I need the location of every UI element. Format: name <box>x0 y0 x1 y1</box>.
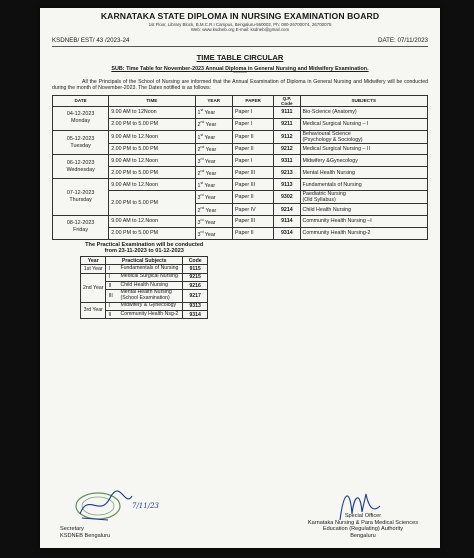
practical-subject <box>106 310 182 318</box>
exam-year: 3rd Year <box>195 227 233 239</box>
header-date: DATE <box>53 95 109 106</box>
exam-year: 1st Year <box>195 179 233 191</box>
header-year: YEAR <box>195 95 233 106</box>
table-row <box>53 143 428 155</box>
table-row <box>53 216 428 228</box>
practical-year: 1st Year <box>81 265 106 273</box>
exam-time: 2.00 PM to 5.00 PM <box>109 227 195 239</box>
practical-year: 2nd Year <box>81 273 106 302</box>
header-time: TIME <box>109 95 195 106</box>
timetable-header-row <box>53 95 428 106</box>
table-row <box>53 191 428 204</box>
table-row <box>53 130 428 143</box>
year-suffix: nd <box>200 168 205 173</box>
practical-number: I <box>108 274 110 281</box>
timetable <box>52 95 428 240</box>
special-officer-signature-block <box>308 513 418 540</box>
exam-date <box>53 155 109 179</box>
secretary-signature-stamp <box>70 488 165 524</box>
year-number: 2 <box>197 207 201 214</box>
exam-subject: Medical Surgical Nursing – II <box>300 143 428 155</box>
practical-header-subjects: Practical Subjects <box>106 256 182 264</box>
secretary-office: KSDNEB Bengaluru <box>60 533 111 540</box>
practical-number: I <box>108 303 110 310</box>
exam-paper: Paper II <box>233 227 274 239</box>
year-number: 3 <box>197 231 201 238</box>
exam-time: 2.00 PM to 5.00 PM <box>109 167 195 179</box>
year-number: 1 <box>197 134 201 141</box>
year-number: 3 <box>197 195 201 202</box>
year-suffix: st <box>200 108 204 113</box>
practical-code: 9216 <box>182 282 207 290</box>
practical-code: 9215 <box>182 273 207 281</box>
exam-subject: Midwifery &Gynecology <box>300 155 428 167</box>
officer-org-line2: Education (Regulating) Authority <box>322 526 404 533</box>
year-number: 1 <box>197 182 201 189</box>
exam-paper: Paper I <box>233 106 274 118</box>
exam-subject: Mental Health Nursing <box>300 167 428 179</box>
letterhead <box>52 12 428 32</box>
exam-date <box>53 216 109 240</box>
practical-subject-text: Community Health Nsg-2 <box>120 310 179 317</box>
header-qp-code: Q.P. Code <box>274 95 300 106</box>
secretary-signature-block <box>60 526 110 540</box>
qp-code: 9114 <box>274 216 300 228</box>
exam-paper: Paper I <box>233 118 274 130</box>
practical-subject-text: Medical Surgical Nursing <box>120 273 178 280</box>
exam-time: 9.00 AM to 12.Noon <box>109 155 195 167</box>
qp-code: 9213 <box>274 167 300 179</box>
circular-body: All the Principals of the School of Nursing are informed that the Annual Examination of Diploma in General Nursing and Midwifery will be conducted during the month of November-2023. The Dates notified is as follows: <box>52 79 428 92</box>
year-suffix: st <box>200 132 204 137</box>
practical-exam-table <box>80 240 208 320</box>
exam-paper: Paper III <box>233 216 274 228</box>
exam-date-text: 04-12-2023 Monday <box>66 111 95 125</box>
board-address: 1st Floor, Library Block, B.M.C.R.I Campus, Bengaluru-560002, Ph: 080-26700074, 26700075 <box>148 21 332 27</box>
year-suffix: nd <box>200 145 205 150</box>
reference-number: KSDNEB/ EST/ 43 /2023-24 <box>52 37 130 44</box>
practical-subject-text: Midwifery & Gynecology <box>120 302 177 309</box>
year-suffix: st <box>200 180 204 185</box>
practical-subject-text: Mental Health Nursing (School Examination) <box>120 289 172 301</box>
year-suffix: rd <box>200 193 204 198</box>
separator-stars: ******* <box>233 71 247 77</box>
exam-subject: Bio-Science (Anatomy) <box>300 106 428 118</box>
exam-subject: Community Health Nursing –I <box>300 216 428 228</box>
qp-code: 9302 <box>274 191 300 204</box>
exam-time: 9.00 AM to 12Noon <box>109 106 195 118</box>
exam-subject: Community Health Nursing-2 <box>300 227 428 239</box>
exam-paper: Paper III <box>233 167 274 179</box>
board-name: KARNATAKA STATE DIPLOMA IN NURSING EXAMINATION BOARD <box>100 11 380 21</box>
exam-date-text: 07-12-2023 Thursday <box>66 190 95 204</box>
year-number: 1 <box>197 110 201 117</box>
exam-subject: Behavioural Science (Psychology & Sociology) <box>300 130 428 143</box>
exam-time: 2.00 PM to 5.00 PM <box>109 143 195 155</box>
exam-year: 3rd Year <box>195 191 233 204</box>
exam-paper: Paper II <box>233 191 274 204</box>
year-number: 2 <box>197 122 201 129</box>
exam-year: 2nd Year <box>195 204 233 216</box>
practical-number: I <box>108 266 110 272</box>
practical-header-code: Code <box>182 256 207 264</box>
practical-subject <box>106 265 182 273</box>
exam-date <box>53 179 109 216</box>
qp-code: 9111 <box>274 106 300 118</box>
exam-date-text: 08-12-2023 Friday <box>66 220 95 234</box>
table-row <box>53 227 428 239</box>
exam-time: 9.00 AM to 12.Noon <box>109 130 195 143</box>
year-suffix: rd <box>200 229 204 234</box>
practical-header-year: Year <box>81 256 106 264</box>
table-row <box>53 118 428 130</box>
practical-subject <box>106 290 182 302</box>
qp-code: 9113 <box>274 179 300 191</box>
exam-time: 9.00 AM to 12.Noon <box>109 216 195 228</box>
year-suffix: rd <box>200 217 204 222</box>
practical-subject-text: Child Health Nursing <box>120 281 169 288</box>
table-row <box>53 167 428 179</box>
practical-header-row <box>81 256 208 264</box>
exam-paper: Paper II <box>233 143 274 155</box>
header-paper: PAPER <box>233 95 274 106</box>
officer-org-line1: Karnataka Nursing & Para Medical Sciences <box>307 519 418 526</box>
table-row <box>53 179 428 191</box>
exam-time: 2.00 PM to 5.00 PM <box>109 191 195 216</box>
practical-subject <box>106 302 182 310</box>
header-subjects: SUBJECTS <box>300 95 428 106</box>
practical-code: 9217 <box>182 290 207 302</box>
practical-number: II <box>108 282 112 289</box>
practical-code: 9314 <box>182 310 207 318</box>
practical-subject-text: Fundamentals of Nursing <box>120 264 179 271</box>
circular-document <box>40 8 440 548</box>
year-suffix: nd <box>200 205 205 210</box>
exam-date-text: 05-12-2023 Tuesday <box>66 135 95 149</box>
year-suffix: rd <box>200 157 204 162</box>
circular-subject: SUB: Time Table for November-2023 Annual Diploma in General Nursing and Midwifery Examination. <box>111 66 369 72</box>
exam-subject: Medical Surgical Nursing – I <box>300 118 428 130</box>
year-number: 2 <box>197 146 201 153</box>
exam-subject: Paediatric Nursing (Old Syllabus) <box>300 191 428 204</box>
qp-code: 9314 <box>274 227 300 239</box>
officer-title: Special Officer <box>344 512 382 519</box>
qp-code: 9211 <box>274 118 300 130</box>
exam-year: 3rd Year <box>195 155 233 167</box>
practical-number: III <box>108 293 113 300</box>
exam-year: 2nd Year <box>195 167 233 179</box>
exam-paper: Paper III <box>233 179 274 191</box>
exam-date <box>53 130 109 155</box>
practical-subject <box>106 273 182 281</box>
officer-city: Bengaluru <box>350 533 376 540</box>
secretary-title: Secretary <box>60 526 84 533</box>
exam-year: 2nd Year <box>195 143 233 155</box>
exam-paper: Paper I <box>233 155 274 167</box>
exam-year: 3rd Year <box>195 216 233 228</box>
exam-year: 1st Year <box>195 106 233 118</box>
exam-year: 1st Year <box>195 130 233 143</box>
qp-code: 9311 <box>274 155 300 167</box>
year-number: 2 <box>197 170 201 177</box>
practical-row <box>81 302 208 310</box>
exam-paper: Paper II <box>233 130 274 143</box>
practical-row <box>81 273 208 281</box>
exam-date <box>53 106 109 130</box>
table-row <box>53 106 428 118</box>
exam-subject: Child Health Nursing <box>300 204 428 216</box>
exam-time: 2.00 PM to 5.00 PM <box>109 118 195 130</box>
qp-code: 9112 <box>274 130 300 143</box>
exam-paper: Paper IV <box>233 204 274 216</box>
practical-row <box>81 265 208 273</box>
circular-title: TIME TABLE CIRCULAR <box>196 53 284 62</box>
practical-code: 9115 <box>182 265 207 273</box>
qp-code: 9212 <box>274 143 300 155</box>
qp-code: 9214 <box>274 204 300 216</box>
practical-number: II <box>108 311 112 318</box>
practical-code: 9313 <box>182 302 207 310</box>
year-number: 3 <box>197 219 201 226</box>
signature-date: 7/11/23 <box>132 502 159 510</box>
year-number: 3 <box>197 158 201 165</box>
exam-date-text: 06-12-2023 Wednesday <box>66 159 95 173</box>
year-suffix: nd <box>200 120 205 125</box>
exam-time: 9.00 AM to 12.Noon <box>109 179 195 191</box>
reference-line <box>52 37 428 47</box>
exam-year: 2nd Year <box>195 118 233 130</box>
board-contact: Web: www.ksdneb.org E-mail: ksdneb@gmail.com <box>190 26 290 32</box>
table-row <box>53 155 428 167</box>
practical-year: 3rd Year <box>81 302 106 319</box>
exam-subject: Fundamentals of Nursing <box>300 179 428 191</box>
practical-caption: The Practical Examination will be conducted from 23-11-2023 to 01-12-2023 <box>85 241 204 254</box>
circular-date: DATE: 07/11/2023 <box>378 37 428 44</box>
